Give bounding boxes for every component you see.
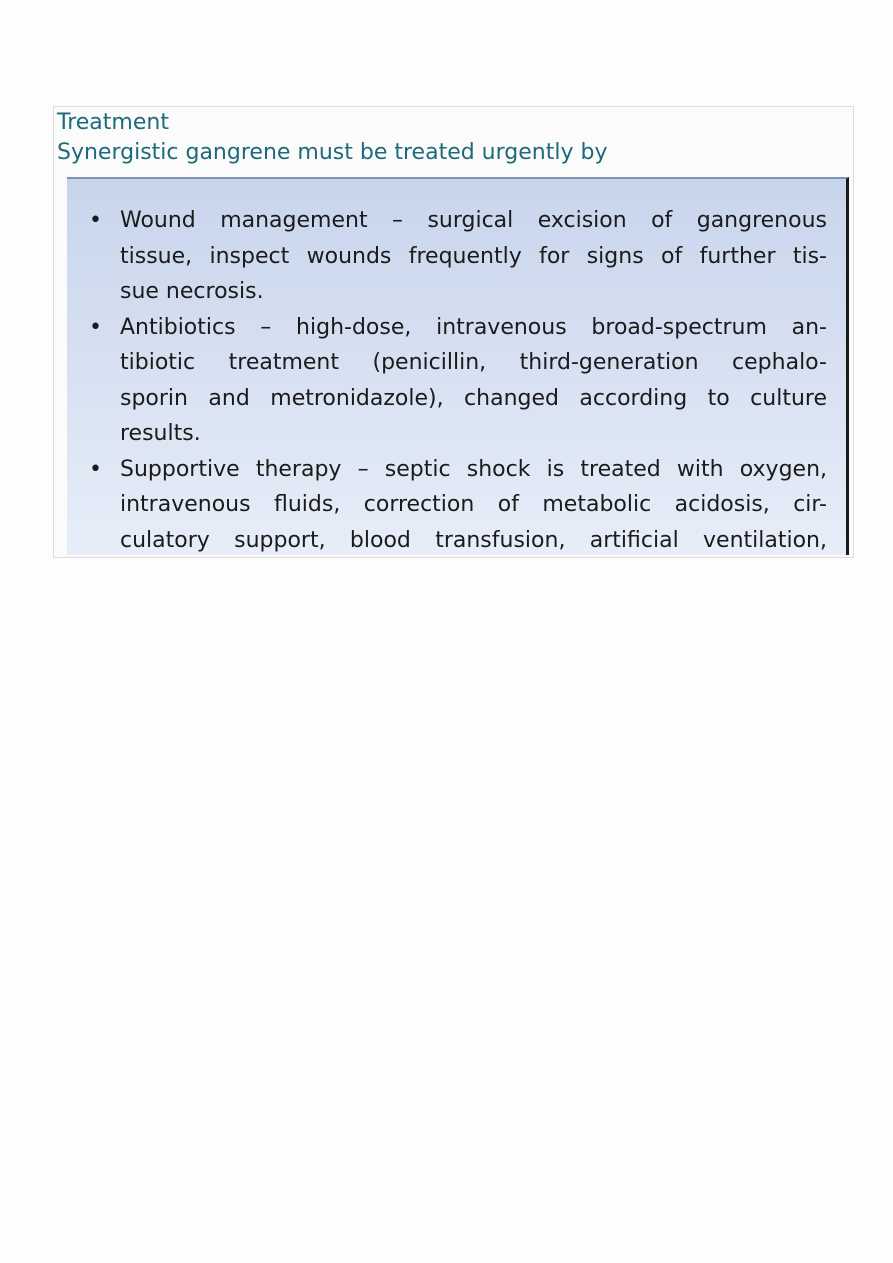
text-line: Antibiotics – high-dose, intravenous broad-spectrum an- bbox=[120, 314, 827, 340]
bullet-icon: • bbox=[89, 456, 102, 482]
section-title: Treatment bbox=[57, 110, 169, 135]
text-line: intravenous fluids, correction of metabolic acidosis, cir- bbox=[120, 492, 827, 517]
section-subtitle: Synergistic gangrene must be treated urgently by bbox=[57, 140, 608, 165]
list-item-wound-management bbox=[87, 203, 827, 310]
text-line: sue necrosis. bbox=[120, 279, 264, 304]
text-line: results. bbox=[120, 421, 201, 446]
list-item-supportive-therapy bbox=[87, 452, 827, 556]
text-line: Supportive therapy – septic shock is treated with oxygen, bbox=[120, 456, 827, 482]
text-line: tissue, inspect wounds frequently for signs of further tis- bbox=[120, 243, 827, 269]
slide-panel bbox=[53, 106, 854, 558]
bullet-icon: • bbox=[89, 208, 102, 233]
treatment-list bbox=[87, 203, 827, 555]
text-line: Wound management – surgical excision of gangrenous bbox=[120, 208, 827, 233]
text-line: culatory support, blood transfusion, artificial ventilation, bbox=[120, 527, 827, 553]
text-line: tibiotic treatment (penicillin, third-generation cephalo- bbox=[120, 350, 827, 375]
bullet-icon: • bbox=[89, 314, 102, 340]
textbook-excerpt-box bbox=[67, 177, 849, 555]
text-line: sporin and metronidazole), changed according to culture bbox=[120, 385, 827, 411]
list-item-antibiotics bbox=[87, 310, 827, 452]
